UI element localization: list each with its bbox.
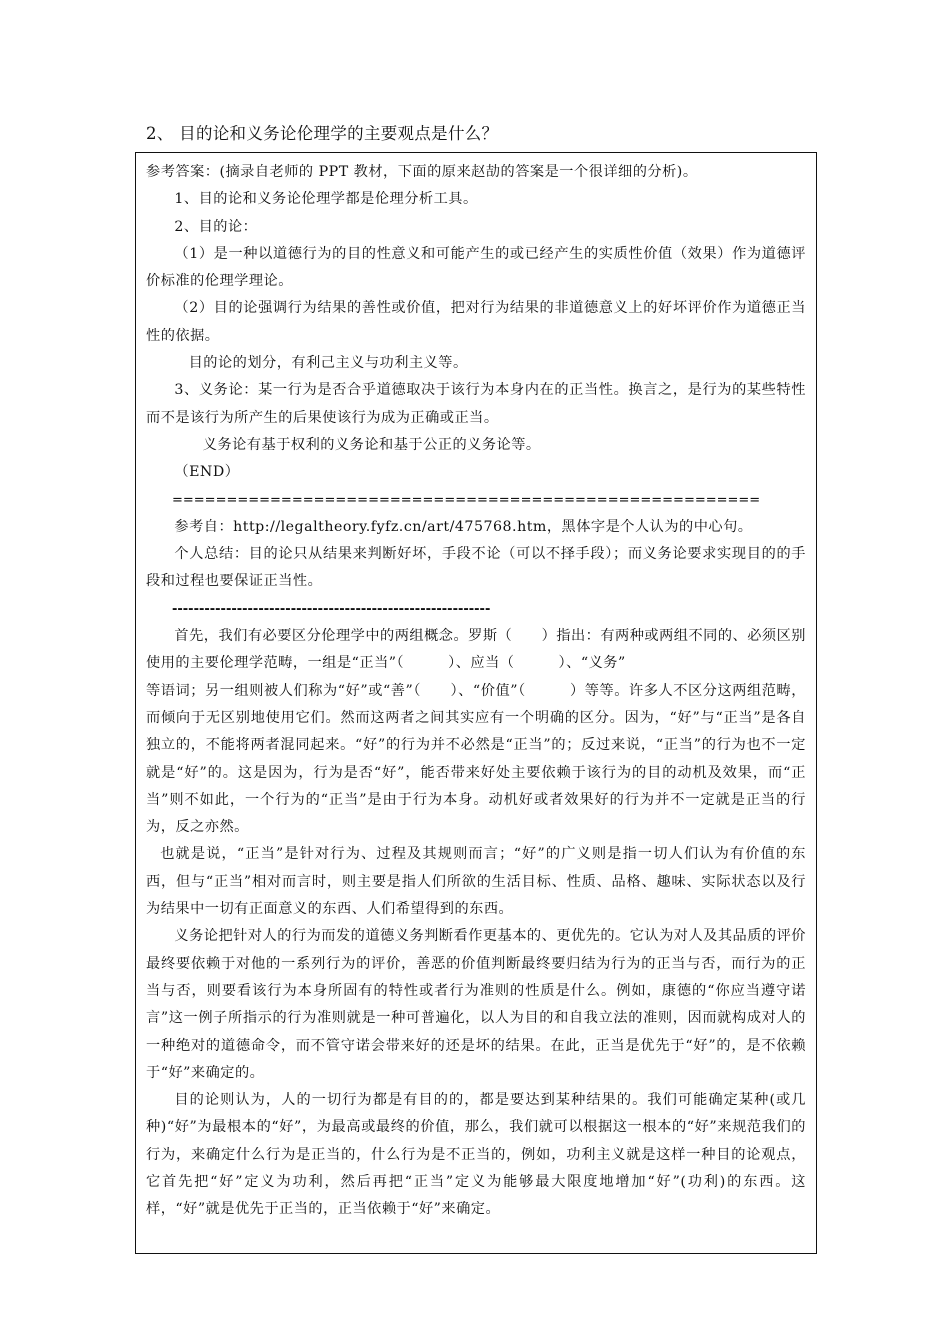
point-3: 3、义务论：某一行为是否合乎道德取决于该行为本身内在的正当性。换言之，是行为的某些特性而不是该行为所产生的后果使该行为成为正确或正当。 xyxy=(146,382,806,426)
point-2-classification: 目的论的划分，有利己主义与功利主义等。 xyxy=(188,355,468,372)
body-paragraph-4: 目的论则认为，人的一切行为都是有目的的，都是要达到某种结果的。我们可能确定某种(或几种)“好”为最根本的“好”，为最高或最终的价值，那么，我们就可以根据这一根本的“好”来规范我们的行为，来确定什么行为是正当的，什么行为是不正当的，例如，功利主义就是这样一种目的论观点，它首先把“好”定义为功利，然后再把“正当”定义为能够最大限度地增加“好”(功利)的东西。这样，“好”就是优先于正当的，正当依赖于“好”来确定。 xyxy=(146,1092,806,1218)
reference-answer-intro: 参考答案：(摘录自老师的 PPT 教材，下面的原来赵劼的答案是一个很详细的分析)。 xyxy=(146,164,698,180)
body-paragraph-3: 义务论把针对人的行为而发的道德义务判断看作更基本的、更优先的。它认为对人及其品质的评价最终要依赖于对他的一系列行为的评价，善恶的价值判断最终要归结为行为的正当与否，而行为的正当与否，则要看该行为本身所固有的特性或者行为准则的性质是什么。例如，康德的“你应当遵守诺言”这一例子所指示的行为准则就是一种可普遍化，以人为目的和自我立法的准则，因而就构成对人的一种绝对的道德命令，而不管守诺会带来好的还是坏的结果。在此，正当是优先于“好”的，是不依赖于“好”来确定的。 xyxy=(146,928,806,1081)
body-paragraph-1: 首先，我们有必要区分伦理学中的两组概念。罗斯（ ）指出：有两种或两组不同的、必须区别使用的主要伦理学范畴，一组是“正当”（ ）、应当（ ）、“义务” xyxy=(146,628,806,672)
question-heading: 2、 目的论和义务论伦理学的主要观点是什么？ xyxy=(146,124,499,143)
separator-dashes: ----------------------------------------------------------- xyxy=(172,601,491,617)
personal-summary: 个人总结：目的论只从结果来判断好坏，手段不论（可以不择手段）；而义务论要求实现目的的手段和过程也要保证正当性。 xyxy=(146,546,806,590)
separator-equals: ====================================================== xyxy=(172,492,761,508)
body-paragraph-2: 也就是说，“正当”是针对行为、过程及其规则而言；“好”的广义则是指一切人们认为有价值的东西，但与“正当”相对而言时，则主要是指人们所欲的生活目标、性质、品格、趣味、实际状态以及行为结果中一切有正面意义的东西、人们希望得到的东西。 xyxy=(146,846,806,918)
point-2-sub-1: （1）是一种以道德行为的目的性意义和可能产生的或已经产生的实质性价值（效果）作为道德评价标准的伦理学理论。 xyxy=(146,245,806,290)
point-3-classification: 义务论有基于权利的义务论和基于公正的义务论等。 xyxy=(202,436,541,453)
point-2-heading: 2、目的论： xyxy=(174,218,258,235)
body-paragraph-1-cont: 等语词；另一组则被人们称为“好”或“善”（ ）、“价值”（ ）等等。许多人不区分这两组范畴，而倾向于无区别地使用它们。然而这两者之间其实应有一个明确的区分。因为，“好”与“正当”是各自独立的，不能将两者混同起来。“好”的行为并不必然是“正当”的；反过来说，“正当”的行为也不一定就是“好”的。这是因为，行为是否“好”，能否带来好处主要依赖于该行为的目的动机及效果，而“正当”则不如此，一个行为的“正当”是由于行为本身。动机好或者效果好的行为并不一定就是正当的行为，反之亦然。 xyxy=(146,682,806,836)
answer-box xyxy=(135,152,817,1254)
point-2-sub-2: （2）目的论强调行为结果的善性或价值，把对行为结果的非道德意义上的好坏评价作为道德正当性的依据。 xyxy=(146,300,806,344)
source-reference: 参考自：http://legaltheory.fyfz.cn/art/475768.htm，黑体字是个人认为的中心句。 xyxy=(174,518,753,535)
point-1: 1、目的论和义务论伦理学都是伦理分析工具。 xyxy=(174,191,478,208)
end-marker: （END） xyxy=(174,464,240,481)
